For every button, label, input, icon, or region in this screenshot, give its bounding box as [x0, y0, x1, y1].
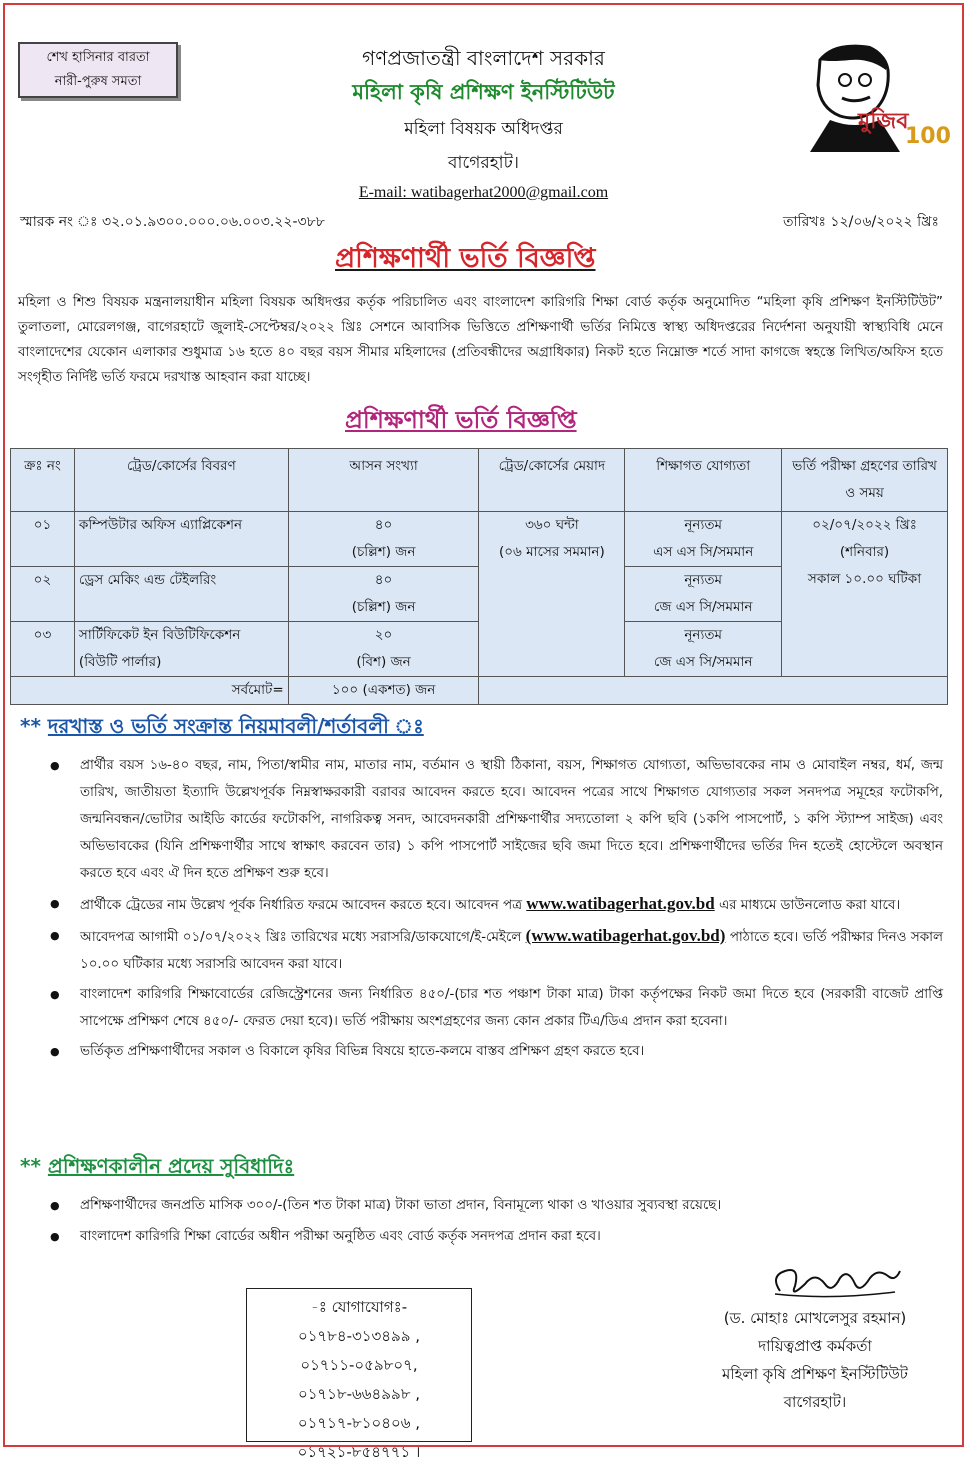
facilities-list [50, 1192, 943, 1254]
phone-line: ০১৭৮৪-৩১৩৪৯৯ , ০১৭১১-০৫৯৮০৭, [297, 1327, 421, 1374]
location-heading: বাগেরহাট। [448, 153, 519, 173]
memo-number: স্মারক নং ঃ ৩২.০১.৯৩০০.০০০.০৬.০০৩.২২-৩৮৮ [20, 214, 325, 230]
website-link[interactable]: www.watibagerhat.gov.bd [526, 894, 715, 913]
notice-date: তারিখঃ ১২/০৬/২০২২ খ্রিঃ [783, 214, 939, 230]
row-course: ড্রেস মেকিং এন্ড টেইলরিং [74, 567, 288, 622]
table-header-row [11, 449, 948, 512]
intro-paragraph: মহিলা ও শিশু বিষয়ক মন্ত্রনালয়াধীন মহিলা বিষয়ক অধিদপ্তর কর্তৃক পরিচালিত এবং বাংলাদেশ কারিগরি শিক্ষা বোর্ড কর্তৃক অনুমোদিত “মহিলা কৃষি প্রশিক্ষণ ইনস্টিটিউট” তুলাতলা, মোরেলগঞ্জ, বাগেরহাটে জুলাই-সেপ্টেম্বর/২০২২ খ্রিঃ সেশনে আবাসিক ভিত্তিতে প্রশিক্ষণার্থী ভর্তির নিমিত্তে স্বাস্থ্য অধিদপ্তরের নির্দেশনা অনুযায়ী স্বাস্থ্যবিধি মেনে বাংলাদেশের যেকোন এলাকার শুধুমাত্র ১৬ হতে ৪০ বছর বয়স সীমার মহিলাদের (প্রতিবন্ধীদের অগ্রাধিকার) নিকট হতে নিম্নোক্ত শর্তে সাদা কাগজে স্বহস্তে লিখিত/অফিস হতে সংগৃহীত নির্দিষ্ট ভর্তি ফরমে দরখাস্ত আহবান করা যাচ্ছে। [18, 295, 943, 385]
row-qualification: নূন্যতম জে এস সি/সমমান [625, 622, 782, 677]
signatory-name: (ড. মোহাঃ মোখলেসুর রহমান) [723, 1309, 907, 1327]
list-item: ● ভর্তিকৃত প্রশিক্ষণার্থীদের সকাল ও বিকালে কৃষির বিভিন্ন বিষয়ে হাতে-কলমে বাস্তব প্রশিক্ষণ গ্রহণ করতে হবে। [50, 1038, 943, 1065]
email-link[interactable]: E-mail: watibagerhat2000@gmail.com [358, 184, 609, 201]
row-course: সার্টিফিকেট ইন বিউটিফিকেশন (বিউটি পার্লার) [74, 622, 288, 677]
row-sl: ০৩ [11, 622, 75, 677]
list-item: ● প্রার্থীর বয়স ১৬-৪০ বছর, নাম, পিতা/স্বামীর নাম, মাতার নাম, বর্তমান ও স্থায়ী ঠিকানা, বয়স, শিক্ষাগত যোগ্যতা, অভিভাবকের নাম ও মোবাইল নম্বর, ধর্ম, জন্ম তারিখ, জাতীয়তা ইত্যাদি উল্লেখপূর্বক নিম্নস্বাক্ষরকারী বরাবর আবেদন করতে হবে। আবেদন পত্রের সাথে শিক্ষাগত যোগ্যতার সকল সনদপত্র সমূহের ফটোকপি, জন্মনিবন্ধন/ভোটার আইডি কার্ডের ফটোকপি, নাগরিকত্ব সনদ, আবেদনকারী প্রশিক্ষণার্থীর সদ্যতোলা ২ কপি ছবি (১কপি পাসপোর্ট, ১ কপি স্ট্যাম্প সাইজ) এবং অভিভাবকের (যিনি প্রশিক্ষণার্থীর সাথে স্বাক্ষাৎ করবেন তার) ১ কপি পাসপোর্ট সাইজের ছবি জমা দিতে হবে। প্রশিক্ষণার্থীদের ভর্তির দিন হতেই হোস্টেলে অবস্থান করতে হবে এবং ঐ দিন হতে প্রশিক্ষণ শুরু হবে। [50, 752, 943, 887]
list-item: ● প্রার্থীকে ট্রেডের নাম উল্লেখ পূর্বক নির্ধারিত ফরমে আবেদন করতে হবে। আবেদন পত্র www.watibagerhat.gov.bd এর মাধ্যমে ডাউনলোড করা যাবে। [50, 890, 943, 919]
rules-list [50, 752, 943, 1068]
row-qualification: নূন্যতম এস এস সি/সমমান [625, 512, 782, 567]
row-qualification: নূন্যতম জে এস সি/সমমান [625, 567, 782, 622]
col-header-seats: আসন সংখ্যা [288, 449, 479, 512]
total-label: সর্বমোট= [11, 677, 289, 705]
gov-heading: গণপ্রজাতন্ত্রী বাংলাদেশ সরকার [362, 46, 605, 70]
row-seats: ৪০ (চল্লিশ) জন [288, 567, 479, 622]
table-total-row [11, 677, 948, 705]
col-header-sl: ক্রঃ নং [11, 449, 75, 512]
table-title: প্রশিক্ষণার্থী ভর্তি বিজ্ঞপ্তি [345, 406, 577, 434]
signature-mark [760, 1256, 910, 1306]
contact-box [246, 1288, 472, 1461]
signature-block [690, 1304, 940, 1416]
row-sl: ০১ [11, 512, 75, 567]
col-header-exam: ভর্তি পরীক্ষা গ্রহণের তারিখ ও সময় [782, 449, 948, 512]
phone-line: ০১৭১৮-৬৬৪৯৯৮ , ০১৭১৭-৮১০৪০৬ , [297, 1385, 421, 1432]
list-item: ● বাংলাদেশ কারিগরি শিক্ষা বোর্ডের অধীন পরীক্ষা অনুষ্ঠিত এবং বোর্ড কর্তৃক সনদপত্র প্রদান করা হবে। [50, 1223, 943, 1251]
mujib-logo-text: মুজিব [858, 109, 909, 134]
slogan-line-1: শেখ হাসিনার বারতা [46, 50, 150, 65]
signatory-institute: মহিলা কৃষি প্রশিক্ষণ ইনস্টিটিউট [722, 1365, 908, 1383]
col-header-course: ট্রেড/কোর্সের বিবরণ [74, 449, 288, 512]
row-duration: ৩৬০ ঘন্টা (০৬ মাসের সমমান) [479, 512, 625, 677]
list-item: ● আবেদপত্র আগামী ০১/০৭/২০২২ খ্রিঃ তারিখের মধ্যে সরাসরি/ডাকযোগে/ই-মেইলে (www.watibagerhat.gov.bd) পাঠাতে হবে। ভর্তি পরীক্ষার দিনও সকাল ১০.০০ ঘটিকার মধ্যে সরাসরি আবেদন করা যাবে। [50, 922, 943, 978]
row-course: কম্পিউটার অফিস এ্যাপ্লিকেশন [74, 512, 288, 567]
col-header-qualification: শিক্ষাগত যোগ্যতা [625, 449, 782, 512]
row-seats: ২০ (বিশ) জন [288, 622, 479, 677]
directorate-heading: মহিলা বিষয়ক অধিদপ্তর [404, 119, 563, 139]
table-row [11, 512, 948, 567]
mujib-logo-number: 100 [905, 124, 951, 149]
slogan-line-2: নারী-পুরুষ সমতা [54, 74, 142, 89]
rules-heading: ** দরখাস্ত ও ভর্তি সংক্রান্ত নিয়মাবলী/শর্তাবলী ঃ [20, 714, 424, 738]
facilities-heading: ** প্রশিক্ষণকালীন প্রদেয় সুবিধাদিঃ [20, 1154, 295, 1178]
list-item: ● বাংলাদেশ কারিগরি শিক্ষাবোর্ডের রেজিস্ট্রেশনের জন্য নির্ধারিত ৪৫০/-(চার শত পঞ্চাশ টাকা মাত্র) টাকা কর্তৃপক্ষের নিকট জমা দিতে হবে (সরকারী বাজেট প্রাপ্তি সাপেক্ষে প্রশিক্ষণ শেষে ৪৫০/- ফেরত দেয়া হবে)। ভর্তি পরীক্ষায় অংশগ্রহণের জন্য কোন প্রকার টিএ/ডিএ প্রদান করা হবেনা। [50, 981, 943, 1035]
contact-title: -ঃ যোগাযোগঃ- [310, 1298, 408, 1316]
website-link[interactable]: (www.watibagerhat.gov.bd) [525, 926, 726, 945]
phone-line: ০১৭২১-৮৫৪৭৭১ । [297, 1443, 421, 1461]
signatory-designation: দায়িত্বপ্রাপ্ত কর্মকর্তা [758, 1337, 872, 1355]
list-item: ● প্রশিক্ষণার্থীদের জনপ্রতি মাসিক ৩০০/-(তিন শত টাকা মাত্র) টাকা ভাতা প্রদান, বিনামূল্যে থাকা ও খাওয়ার সুব্যবস্থা রয়েছে। [50, 1192, 943, 1220]
signatory-location: বাগেরহাট। [783, 1393, 847, 1411]
institute-heading: মহিলা কৃষি প্রশিক্ষণ ইনস্টিটিউট [352, 80, 615, 104]
exam-date-cell: ০২/০৭/২০২২ খ্রিঃ (শনিবার) সকাল ১০.০০ ঘটিকা [782, 512, 948, 677]
row-seats: ৪০ (চল্লিশ) জন [288, 512, 479, 567]
row-sl: ০২ [11, 567, 75, 622]
col-header-duration: ট্রেড/কোর্সের মেয়াদ [479, 449, 625, 512]
total-value: ১০০ (একশত) জন [288, 677, 479, 705]
course-table [10, 448, 948, 705]
notice-title: প্রশিক্ষণার্থী ভর্তি বিজ্ঞপ্তি [335, 243, 596, 274]
